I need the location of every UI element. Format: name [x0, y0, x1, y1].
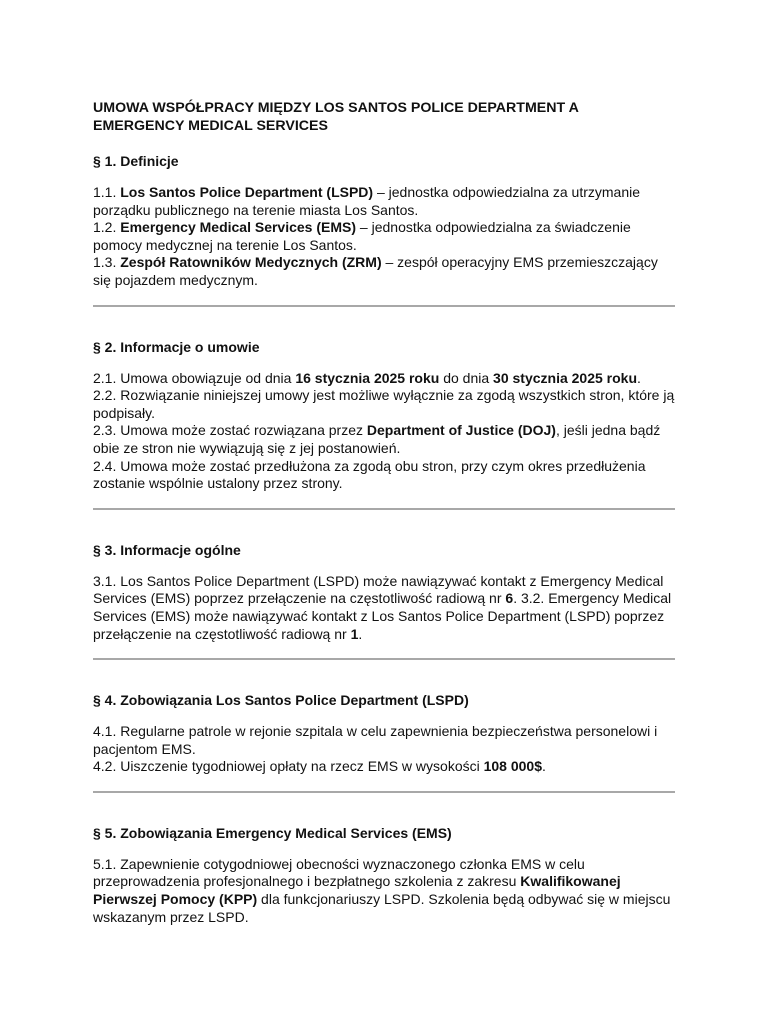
- document-title-line-1: UMOWA WSPÓŁPRACY MIĘDZY LOS SANTOS POLICE DEPARTMENT A: [93, 100, 579, 116]
- s3-p1-text-a: 3.1. Los Santos Police Department (LSPD) może nawiązywać kontakt z Emergency Medical Services (EMS) poprzez przełączenie na częstotliwość radiową nr: [93, 572, 664, 607]
- s2-p1-start-date: 16 stycznia 2025 roku: [295, 369, 440, 386]
- s1-p2-text: – jednostka odpowiedzialna za świadczenie pomocy medycznej na terenie Los Santos.: [93, 219, 631, 253]
- s2-p3-doj: Department of Justice (DOJ): [366, 422, 556, 439]
- s2-p1-end-date: 30 stycznia 2025 roku: [493, 369, 638, 386]
- s5-p1-kpp: Kwalifikowanej Pierwszej Pomocy (KPP): [93, 873, 621, 908]
- s5-p1-text-c: dla funkcjonariuszy LSPD. Szkolenia będą odbywać się w miejscu wskazanym przez LSPD.: [93, 891, 671, 925]
- section-5-heading: § 5. Zobowiązania Emergency Medical Services (EMS): [93, 824, 452, 841]
- s1-p1-term: Los Santos Police Department (LSPD): [120, 184, 374, 200]
- section-2-paragraph-1: [93, 370, 675, 388]
- s1-p2-number: 1.2.: [93, 219, 121, 236]
- section-2-paragraph-3: [93, 422, 675, 457]
- s2-p3-text-c: , jeśli jedna bądź obie ze stron nie wywiązują się z jej postanowień.: [93, 422, 661, 456]
- document-title: [93, 99, 675, 135]
- section-5-paragraph-1: [93, 856, 675, 926]
- s3-p1-text-c: . 3.2. Emergency Medical Services (EMS) może nawiązywać kontakt z Los Santos Police Department (LSPD) poprzez przełączenie na częstotliwość radiową nr: [93, 590, 672, 642]
- s4-p2-amount: 108 000$: [483, 758, 543, 775]
- section-3-paragraph-1: [93, 573, 675, 643]
- s1-p2-term: Emergency Medical Services (EMS): [120, 219, 357, 236]
- s2-p3-text-a: 2.3. Umowa może zostać rozwiązana przez: [93, 422, 367, 439]
- s3-p1-frequency-1: 1: [350, 625, 359, 642]
- s4-p2-text-c: .: [542, 758, 546, 775]
- s1-p3-term: Zespół Ratowników Medycznych (ZRM): [120, 254, 382, 271]
- s2-p1-text-a: 2.1. Umowa obowiązuje od dnia: [93, 369, 296, 386]
- section-2-paragraph-4: 2.4. Umowa może zostać przedłużona za zgodą obu stron, przy czym okres przedłużenia zostanie wspólnie ustalony przez strony.: [93, 457, 646, 492]
- section-1-heading: § 1. Definicje: [93, 153, 179, 169]
- s2-p1-text-e: .: [637, 369, 641, 386]
- s1-p3-text: – zespół operacyjny EMS przemieszczający się pojazdem medycznym.: [93, 254, 658, 288]
- section-1-paragraph-3: [93, 254, 675, 289]
- s4-p2-text-a: 4.2. Uiszczenie tygodniowej opłaty na rzecz EMS w wysokości: [93, 758, 484, 775]
- s1-p1-text: – jednostka odpowiedzialna za utrzymanie porządku publicznego na terenie miasta Los Santos.: [93, 184, 641, 218]
- section-4-heading: § 4. Zobowiązania Los Santos Police Department (LSPD): [93, 692, 469, 709]
- section-4-paragraph-1: 4.1. Regularne patrole w rejonie szpitala w celu zapewnienia bezpieczeństwa personelowi i pacjentom EMS.: [93, 723, 658, 757]
- s1-p1-number: 1.1.: [93, 184, 121, 200]
- s1-p3-number: 1.3.: [93, 254, 121, 271]
- document-title-line-2: EMERGENCY MEDICAL SERVICES: [93, 118, 328, 134]
- s3-p1-text-e: .: [358, 625, 363, 642]
- s3-p1-frequency-6: 6: [505, 590, 514, 607]
- s2-p1-text-c: do dnia: [439, 369, 494, 386]
- s5-p1-text-a: 5.1. Zapewnienie cotygodniowej obecności wyznaczonego członka EMS w celu przeprowadzenia profesjonalnego i bezpłatnego szkolenia z zakresu: [93, 855, 585, 890]
- section-2-heading: § 2. Informacje o umowie: [93, 338, 260, 355]
- section-1-paragraph-2: [93, 219, 675, 254]
- section-1-paragraph-1: [93, 184, 675, 219]
- section-4-paragraph-2: [93, 758, 675, 776]
- section-2-paragraph-2: 2.2. Rozwiązanie niniejszej umowy jest możliwe wyłącznie za zgodą wszystkich stron, które ją podpisały.: [93, 387, 675, 421]
- section-3-heading: § 3. Informacje ogólne: [93, 541, 241, 558]
